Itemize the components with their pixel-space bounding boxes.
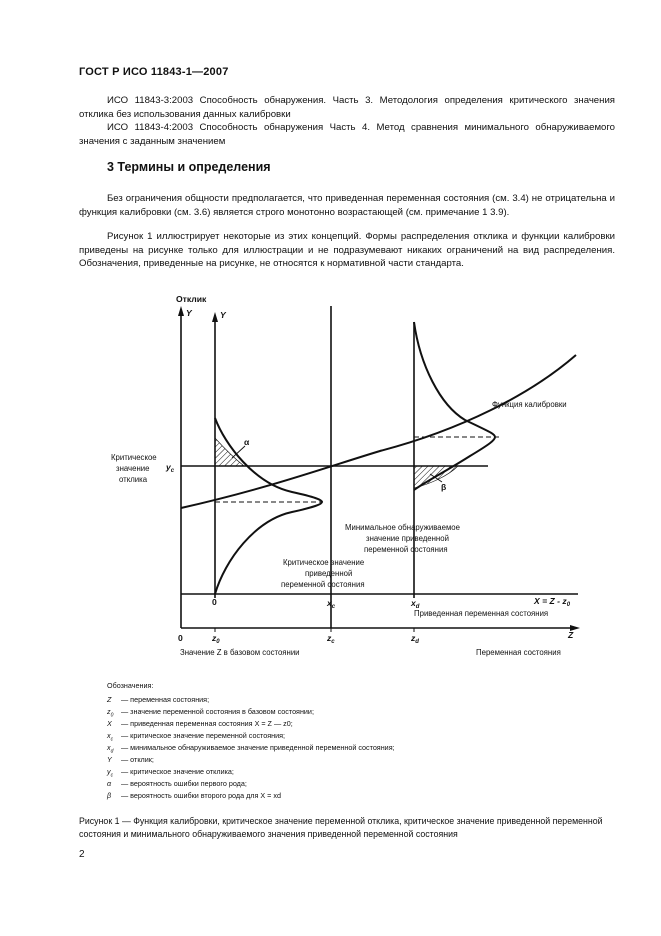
legend-item: β — вероятность ошибки второго рода для X = xd: [107, 791, 281, 800]
z-origin-tick: 0: [178, 633, 183, 643]
paragraph-figure-intro: Рисунок 1 иллюстрирует некоторые из этих концепций. Формы распределения отклика и функции калибровки приведены на рисунке только для иллюстрации и не подразумевают никаких ограничений на вид распределения. Обозначения, приведенные на рисунке, не относятся к нормативной части стандарта.: [79, 231, 615, 270]
distribution-axis-arrow: [212, 312, 218, 322]
legend-item: $x_c$ — критическое значение переменной состояния;: [107, 731, 286, 743]
min-detectable-label-2: значение приведенной: [366, 534, 449, 543]
distribution-at-xd: [414, 322, 495, 490]
legend-item: X — приведенная переменная состояния X = Z — z0;: [107, 719, 293, 728]
state-variable-label: Переменная состояния: [476, 648, 561, 657]
crit-response-label-3: отклика: [119, 475, 148, 484]
figure-caption: Рисунок 1 — Функция калибровки, критическое значение переменной отклика, критическое значение приведенной переменной состояния и минимального обнаруживаемого значения приведенной переменной состояния: [79, 816, 603, 839]
document-header: ГОСТ Р ИСО 11843-1—2007: [79, 66, 229, 78]
xc-tick: $x_c$: [327, 598, 336, 610]
legend-item: Z — переменная состояния;: [107, 695, 210, 704]
net-state-label: Приведенная переменная состояния: [414, 609, 549, 618]
legend-item: Y — отклик;: [107, 755, 154, 764]
zc-tick: $z_c$: [327, 633, 335, 645]
legend-title: Обозначения:: [107, 681, 154, 690]
min-detectable-label-3: переменной состояния: [364, 545, 448, 554]
legend-item: $x_d$ — минимальное обнаруживаемое значение приведенной переменной состояния;: [107, 743, 395, 755]
beta-label: β: [441, 482, 447, 492]
calibration-label: Функция калибровки: [492, 400, 567, 409]
distribution-at-zero: [215, 418, 322, 594]
min-detectable-label-1: Минимальное обнаруживаемое: [345, 523, 460, 532]
y-axis-label-2: Y: [220, 310, 226, 320]
legend-item: α — вероятность ошибки первого рода;: [107, 779, 247, 788]
yc-label: $y_c$: [166, 462, 175, 474]
critical-value-label-3: переменной состояния: [281, 580, 365, 589]
zd-tick: $z_d$: [411, 633, 419, 645]
crit-response-label-2: значение: [116, 464, 150, 473]
response-label: Отклик: [176, 294, 207, 304]
z-basic-label: Значение Z в базовом состоянии: [180, 648, 300, 657]
x-zero-tick: 0: [212, 597, 217, 607]
z0-tick: $z_0$: [212, 633, 220, 645]
alpha-label: α: [244, 437, 250, 447]
alpha-region: [215, 438, 244, 466]
x-axis-label: $X = Z - z_0$: [534, 596, 571, 608]
calibration-curve: [181, 355, 576, 508]
paragraph-assumption: Без ограничения общности предполагается, что приведенная переменная состояния (см. 3.4) не отрицательна и функция калибровки (см. 3.6) является строго монотонно возрастающей (см. примечание 1 3.9).: [79, 193, 615, 218]
reference-iso-11843-3: ИСО 11843-3:2003 Способность обнаружения. Часть 3. Методология определения критического значения отклика без использования данных калибровки: [79, 95, 615, 120]
y-axis-label: Y: [186, 308, 192, 318]
reference-iso-11843-4: ИСО 11843-4:2003 Способность обнаружения Часть 4. Метод сравнения минимального обнаруживаемого значения с заданным значением: [79, 122, 615, 147]
legend-item: $z_0$ — значение переменной состояния в базовом состоянии;: [107, 707, 314, 719]
z-axis-label: Z: [568, 630, 574, 640]
page-number: 2: [79, 849, 85, 860]
legend-item: $y_c$ — критическое значение отклика;: [107, 767, 234, 779]
critical-value-label-2: приведенной: [305, 569, 353, 578]
xd-tick: $x_d$: [411, 598, 420, 610]
section-title: 3 Термины и определения: [107, 160, 271, 174]
critical-value-label-1: Критическое значение: [283, 558, 365, 567]
response-axis-arrow: [178, 306, 184, 316]
crit-response-label-1: Критическое: [111, 453, 157, 462]
